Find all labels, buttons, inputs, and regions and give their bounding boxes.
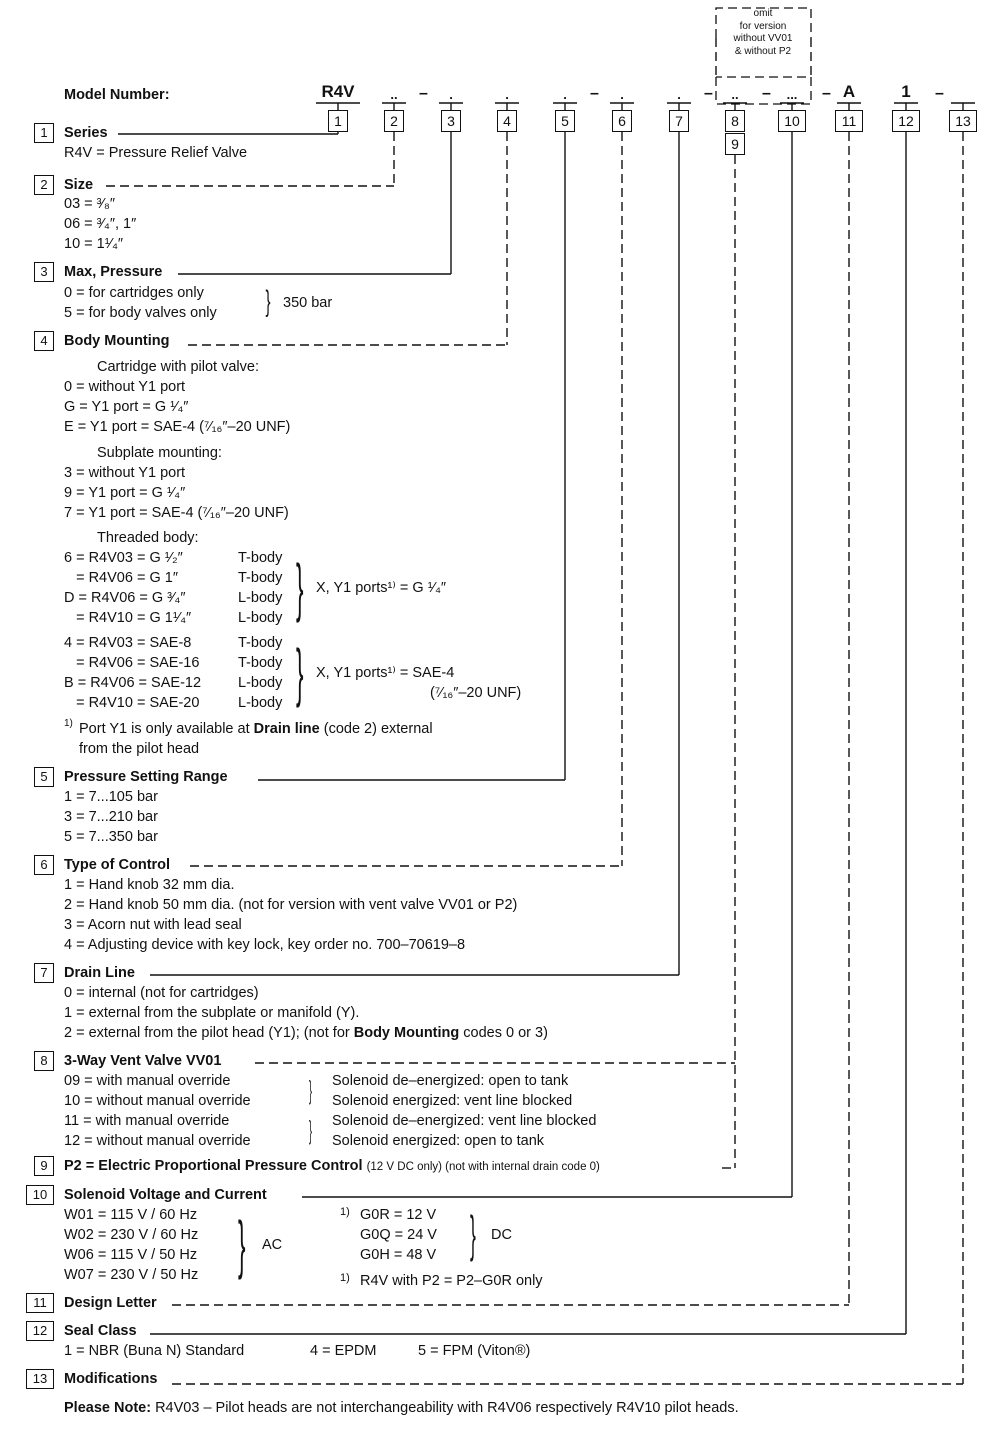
dc-option: G0Q = 24 V [360, 1227, 437, 1243]
code-value-2: .. [390, 87, 398, 102]
code-value-10: ... [786, 87, 798, 102]
omit-note-line: for version [739, 20, 787, 32]
separator-dash: – [762, 85, 771, 102]
separator-dash: – [419, 85, 428, 102]
code-box-9: 9 [725, 133, 745, 155]
code-value-7: . [677, 87, 681, 102]
code-box-12: 12 [892, 110, 920, 132]
footnote-bold: Drain line [253, 721, 320, 737]
code-box-3: 3 [441, 110, 461, 132]
code-box-11: 11 [835, 110, 863, 132]
drain-line-text: codes 0 or 3) [459, 1025, 548, 1041]
separator-dash: – [822, 85, 831, 102]
size-option: 06 = ³⁄₄″, 1″ [64, 216, 137, 232]
section-title-modifications: Modifications [64, 1370, 160, 1388]
ac-option: W02 = 230 V / 60 Hz [64, 1227, 199, 1243]
vent-valve-desc: Solenoid de–energized: open to tank [332, 1073, 569, 1089]
section-title-solenoid-voltage: Solenoid Voltage and Current [64, 1186, 270, 1204]
vent-valve-code: 12 = without manual override [64, 1133, 251, 1149]
section-number-11: 11 [26, 1293, 54, 1313]
omit-note-line: without VV01 [733, 33, 793, 44]
vent-valve-desc: Solenoid energized: vent line blocked [332, 1093, 573, 1109]
threaded-sae-code: B = R4V06 = SAE-12 [64, 675, 202, 691]
section-title-body-mounting: Body Mounting [64, 332, 173, 350]
section-number-4: 4 [34, 331, 54, 351]
section-number-5: 5 [34, 767, 54, 787]
code-box-7: 7 [669, 110, 689, 132]
threaded-sae-code: 4 = R4V03 = SAE-8 [64, 635, 192, 651]
size-option: 10 = 1¹⁄₄″ [64, 236, 124, 252]
drain-line-bold: Body Mounting [353, 1025, 460, 1041]
threaded-sae-code: = R4V06 = SAE-16 [64, 655, 200, 671]
code-value-5: . [563, 87, 567, 102]
drain-line-text: 2 = external from the pilot head (Y1); (not for [64, 1025, 354, 1041]
drain-line-option: 1 = external from the subplate or manifold (Y). [64, 1005, 360, 1021]
vent-valve-code: 10 = without manual override [64, 1093, 251, 1109]
section-title-p2 [64, 1157, 603, 1176]
body-mounting-option: 7 = Y1 port = SAE-4 (⁷⁄₁₆″–20 UNF) [64, 505, 289, 521]
vent-valve-code: 09 = with manual override [64, 1073, 231, 1089]
section-number-13: 13 [26, 1369, 54, 1389]
section-number-10: 10 [26, 1185, 54, 1205]
brace-icon: } [238, 1208, 246, 1280]
p2-title: P2 = Electric Proportional Pressure Control [64, 1158, 363, 1174]
threaded-g-code: 6 = R4V03 = G ¹⁄₂″ [64, 550, 183, 566]
code-box-4: 4 [497, 110, 517, 132]
section-title-pressure-setting-range: Pressure Setting Range [64, 768, 231, 786]
section-title-size: Size [64, 176, 96, 194]
vent-valve-desc: Solenoid energized: open to tank [332, 1133, 545, 1149]
footnote-text: (code 2) external [319, 721, 433, 737]
threaded-sae-code: = R4V10 = SAE-20 [64, 695, 200, 711]
seal-option: 5 = FPM (Viton®) [418, 1343, 531, 1359]
brace-icon: } [265, 285, 271, 318]
omit-note [716, 8, 810, 58]
vent-valve-desc: Solenoid de–energized: vent line blocked [332, 1113, 597, 1129]
brace-icon: } [296, 551, 304, 623]
body-mounting-option: E = Y1 port = SAE-4 (⁷⁄₁₆″–20 UNF) [64, 419, 291, 435]
omit-note-line: & without P2 [734, 45, 792, 57]
body-mounting-option: 0 = without Y1 port [64, 379, 186, 395]
brace-icon: } [296, 636, 304, 708]
section-title-design-letter: Design Letter [64, 1294, 160, 1312]
omit-note-line: omit [753, 8, 773, 19]
section-title-seal-class: Seal Class [64, 1322, 140, 1340]
size-option: 03 = ³⁄₈″ [64, 196, 116, 212]
section-number-6: 6 [34, 855, 54, 875]
section-number-2: 2 [34, 175, 54, 195]
code-box-2: 2 [384, 110, 404, 132]
brace-icon: } [309, 1075, 313, 1105]
pressure-range-option: 3 = 7...210 bar [64, 809, 158, 825]
body-mounting-footnote [79, 719, 433, 739]
footnote-text: Port Y1 is only available at [79, 721, 254, 737]
control-option: 1 = Hand knob 32 mm dia. [64, 877, 235, 893]
threaded-g-code: D = R4V06 = G ³⁄₄″ [64, 590, 186, 606]
ac-option: W01 = 115 V / 60 Hz [64, 1207, 198, 1223]
vent-valve-code: 11 = with manual override [64, 1113, 230, 1129]
subheading-threaded: Threaded body: [97, 530, 199, 546]
subheading-subplate: Subplate mounting: [97, 445, 222, 461]
section-title-max-pressure: Max, Pressure [64, 263, 165, 281]
threaded-sae-body: L-body [238, 695, 283, 711]
code-box-5: 5 [555, 110, 575, 132]
please-note-label: Please Note: [64, 1400, 152, 1416]
code-box-8: 8 [725, 110, 745, 132]
max-pressure-option: 5 = for body valves only [64, 305, 217, 321]
footnote-mark: 1) [64, 718, 73, 729]
separator-dash: – [935, 85, 944, 102]
seal-option: 1 = NBR (Buna N) Standard [64, 1343, 245, 1359]
threaded-sae-label: X, Y1 ports¹⁾ = SAE-4 [316, 665, 455, 681]
section-number-12: 12 [26, 1321, 54, 1341]
code-value-12: 1 [901, 82, 911, 101]
threaded-sae-body: T-body [238, 655, 283, 671]
section-title-type-of-control: Type of Control [64, 856, 173, 874]
ac-option: W06 = 115 V / 50 Hz [64, 1247, 198, 1263]
code-value-4: . [505, 87, 509, 102]
dc-label: DC [491, 1227, 512, 1243]
threaded-g-label: X, Y1 ports¹⁾ = G ¹⁄₄″ [316, 580, 446, 596]
body-mounting-option: 9 = Y1 port = G ¹⁄₄″ [64, 485, 186, 501]
dc-footnote-mark: 1) [340, 1206, 350, 1218]
threaded-g-body: L-body [238, 590, 283, 606]
max-pressure-group-label: 350 bar [283, 295, 333, 311]
section-number-9: 9 [34, 1156, 54, 1176]
code-value-8: .. [731, 87, 739, 102]
model-number-label: Model Number: [64, 86, 173, 104]
p2-footnote: R4V with P2 = P2–G0R only [360, 1273, 543, 1289]
pressure-range-option: 1 = 7...105 bar [64, 789, 158, 805]
threaded-g-body: L-body [238, 610, 283, 626]
control-option: 4 = Adjusting device with key lock, key order no. 700–70619–8 [64, 937, 466, 953]
code-value-3: . [449, 87, 453, 102]
brace-icon: } [470, 1206, 476, 1262]
pressure-range-option: 5 = 7...350 bar [64, 829, 158, 845]
ac-label: AC [262, 1237, 283, 1253]
threaded-sae-body: T-body [238, 635, 283, 651]
control-option: 3 = Acorn nut with lead seal [64, 917, 242, 933]
code-box-13: 13 [949, 110, 977, 132]
subheading-cartridge: Cartridge with pilot valve: [97, 359, 259, 375]
p2-footnote-mark: 1) [340, 1272, 350, 1284]
max-pressure-option: 0 = for cartridges only [64, 285, 204, 301]
section-title-series: Series [64, 124, 111, 142]
body-mounting-footnote-line2: from the pilot head [79, 741, 200, 757]
seal-option: 4 = EPDM [310, 1343, 377, 1359]
control-option: 2 = Hand knob 50 mm dia. (not for version with vent valve VV01 or P2) [64, 897, 518, 913]
code-box-10: 10 [778, 110, 806, 132]
body-mounting-option: 3 = without Y1 port [64, 465, 186, 481]
code-box-1: 1 [328, 110, 348, 132]
threaded-g-body: T-body [238, 550, 283, 566]
separator-dash: – [590, 85, 599, 102]
p2-note: (12 V DC only) (not with internal drain code 0) [366, 1161, 600, 1173]
dc-option: G0R = 12 V [360, 1207, 437, 1223]
separator-dash: – [704, 85, 713, 102]
please-note-text: R4V03 – Pilot heads are not interchangeability with R4V06 respectively R4V10 pilot heads. [151, 1400, 739, 1416]
drain-line-option [64, 1023, 548, 1043]
code-value-1: R4V [321, 82, 355, 101]
code-value-11: A [842, 82, 856, 101]
threaded-g-code: = R4V06 = G 1″ [64, 570, 178, 586]
ac-option: W07 = 230 V / 50 Hz [64, 1267, 199, 1283]
series-option: R4V = Pressure Relief Valve [64, 145, 248, 161]
section-number-8: 8 [34, 1051, 54, 1071]
threaded-sae-body: L-body [238, 675, 283, 691]
code-value-6: . [620, 87, 624, 102]
section-number-3: 3 [34, 262, 54, 282]
section-title-drain-line: Drain Line [64, 964, 138, 982]
threaded-sae-label-2: (⁷⁄₁₆″–20 UNF) [430, 685, 522, 701]
dc-option: G0H = 48 V [360, 1247, 437, 1263]
please-note [64, 1398, 739, 1418]
drain-line-option: 0 = internal (not for cartridges) [64, 985, 259, 1001]
section-number-1: 1 [34, 123, 54, 143]
section-title-vent-valve: 3-Way Vent Valve VV01 [64, 1052, 224, 1070]
threaded-g-code: = R4V10 = G 1¹⁄₄″ [64, 610, 192, 626]
threaded-g-body: T-body [238, 570, 283, 586]
brace-icon: } [309, 1115, 313, 1145]
section-number-7: 7 [34, 963, 54, 983]
code-box-6: 6 [612, 110, 632, 132]
body-mounting-option: G = Y1 port = G ¹⁄₄″ [64, 399, 189, 415]
